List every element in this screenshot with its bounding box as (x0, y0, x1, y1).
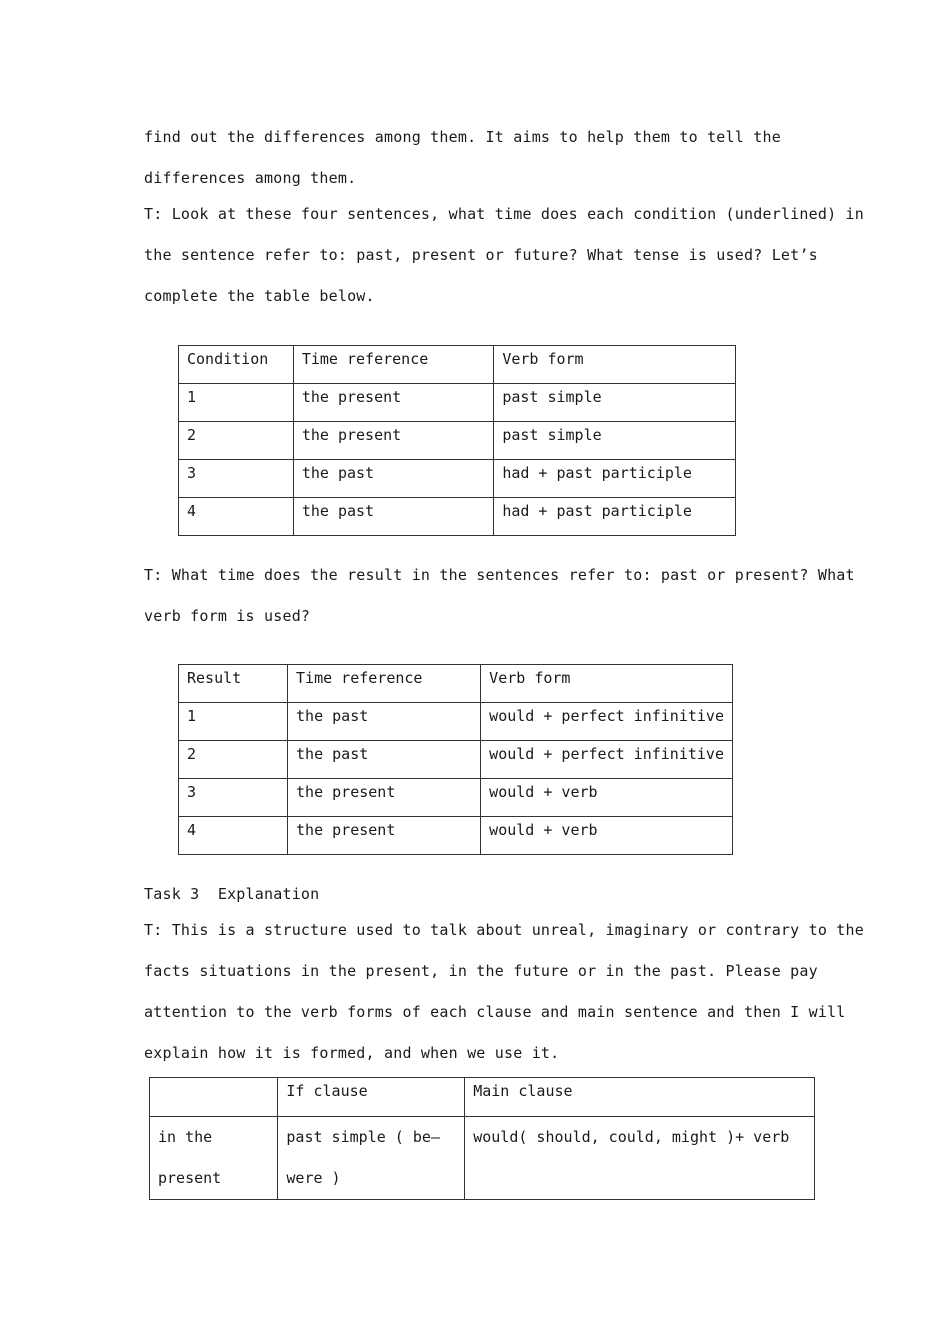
table-row (179, 779, 733, 817)
table-cell: would + perfect infinitive (481, 741, 733, 779)
table-row (179, 422, 736, 460)
table-cell: would + perfect infinitive (481, 703, 733, 741)
table-header-row (179, 346, 736, 384)
paragraph-line: differences among them. (144, 169, 357, 187)
table-row (179, 384, 736, 422)
table-row (150, 1117, 815, 1200)
table-cell: the present (293, 422, 493, 460)
paragraph-line: verb form is used? (144, 607, 311, 625)
table-header-cell: Verb form (481, 665, 733, 703)
table-header-cell: Condition (179, 346, 294, 384)
table-row (179, 703, 733, 741)
section-heading: Task 3 Explanation (144, 885, 320, 903)
table-cell: 4 (179, 498, 294, 536)
table-cell: the past (288, 703, 481, 741)
table-cell: the present (293, 384, 493, 422)
table-cell: 4 (179, 817, 288, 855)
table-row (179, 741, 733, 779)
table-header-cell: Time reference (293, 346, 493, 384)
table-row (179, 817, 733, 855)
table-header-cell: Main clause (465, 1078, 815, 1117)
table-cell: the present (288, 817, 481, 855)
table-cell: the past (293, 460, 493, 498)
table-cell: in the present (150, 1117, 278, 1200)
table-cell: 2 (179, 741, 288, 779)
paragraph-line: the sentence refer to: past, present or future? What tense is used? Let’s (144, 246, 818, 264)
table-cell: the past (288, 741, 481, 779)
table-cell: 2 (179, 422, 294, 460)
table-header-cell (150, 1078, 278, 1117)
table-cell: had + past participle (494, 498, 736, 536)
table-cell: past simple (494, 384, 736, 422)
condition-table (178, 345, 736, 536)
paragraph-line: explain how it is formed, and when we use it. (144, 1044, 560, 1062)
table-row (179, 460, 736, 498)
table-header-row (179, 665, 733, 703)
paragraph-line: facts situations in the present, in the future or in the past. Please pay (144, 962, 818, 980)
table-header-cell: Verb form (494, 346, 736, 384)
paragraph-line: complete the table below. (144, 287, 375, 305)
table-cell: would( should, could, might )+ verb (465, 1117, 815, 1200)
table-cell: 1 (179, 703, 288, 741)
table-cell: would + verb (481, 817, 733, 855)
table-header-cell: Time reference (288, 665, 481, 703)
table-cell: the past (293, 498, 493, 536)
table-cell: 1 (179, 384, 294, 422)
paragraph-line: T: Look at these four sentences, what time does each condition (underlined) in (144, 205, 864, 223)
paragraph-line: T: What time does the result in the sentences refer to: past or present? What (144, 566, 855, 584)
table-cell: had + past participle (494, 460, 736, 498)
result-table (178, 664, 733, 855)
table-cell: past simple ( be— were ) (278, 1117, 465, 1200)
table-cell: 3 (179, 779, 288, 817)
table-cell: 3 (179, 460, 294, 498)
table-header-row (150, 1078, 815, 1117)
paragraph-line: T: This is a structure used to talk about unreal, imaginary or contrary to the (144, 921, 864, 939)
table-row (179, 498, 736, 536)
table-cell: would + verb (481, 779, 733, 817)
paragraph-line: attention to the verb forms of each clause and main sentence and then I will (144, 1003, 846, 1021)
table-header-cell: If clause (278, 1078, 465, 1117)
table-cell: past simple (494, 422, 736, 460)
structure-table (149, 1077, 815, 1200)
paragraph-line: find out the differences among them. It aims to help them to tell the (144, 128, 781, 146)
table-header-cell: Result (179, 665, 288, 703)
table-cell: the present (288, 779, 481, 817)
